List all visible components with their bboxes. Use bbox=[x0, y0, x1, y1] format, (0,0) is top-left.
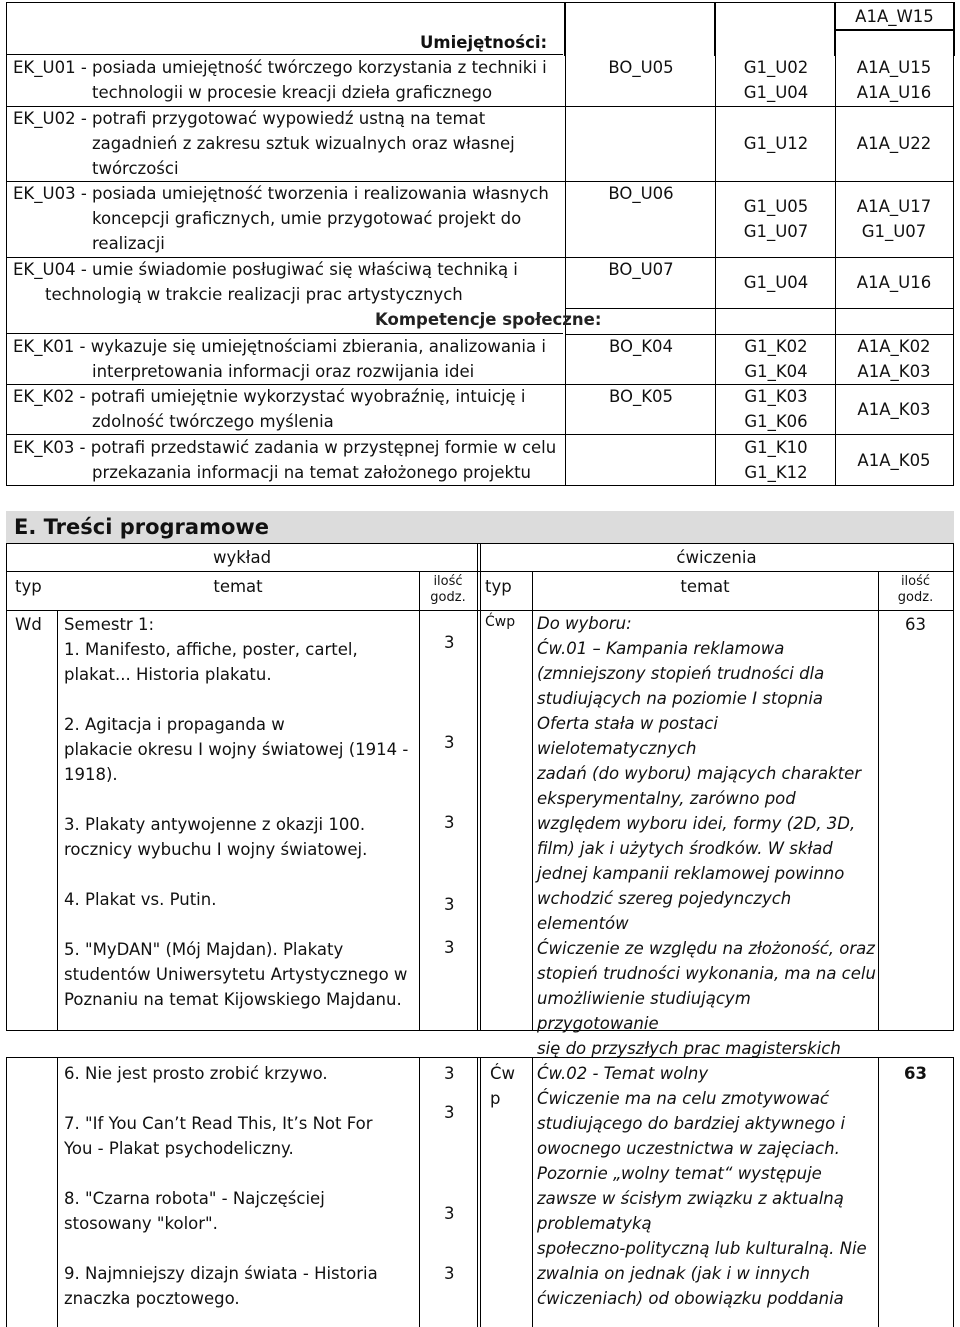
lecture-header: wykład bbox=[212, 548, 272, 567]
lecture-hours-6: 3 bbox=[444, 1064, 455, 1083]
bo-u07: BO_U07 bbox=[608, 260, 674, 279]
program-table-block-1 bbox=[6, 543, 954, 1058]
lecture-type-wd: Wd bbox=[15, 615, 42, 634]
lecture-topic-9: 9. Najmniejszy dizajn świata - Historia znaczka pocztowego. bbox=[64, 1264, 378, 1308]
g1-k01-codes: G1_K02 G1_K04 bbox=[744, 337, 808, 381]
lecture-topic-2: 2. Agitacja i propaganda w plakacie okresu I wojny światowej (1914 - 1918). bbox=[64, 715, 409, 784]
competence-row-ek-k03-text: EK_K03 - potrafi przedstawić zadania w przystępnej formie w celu przekazania informacji na temat założonego projektu bbox=[13, 438, 557, 482]
lecture-topic-4: 4. Plakat vs. Putin. bbox=[64, 890, 217, 909]
lecture-hours-5: 3 bbox=[444, 938, 455, 957]
a1a-u03-codes: A1A_U17 G1_U07 bbox=[856, 197, 932, 241]
exercise-type-cw-p: Ćw p bbox=[490, 1064, 516, 1108]
section-title: E. Treści programowe bbox=[14, 515, 270, 539]
a1a-k05: A1A_K05 bbox=[857, 451, 931, 470]
exercise-col-hours: ilość godz. bbox=[897, 574, 934, 605]
program-table-block-2 bbox=[6, 1057, 954, 1327]
exercise-description-1: Do wyboru: Ćw.01 – Kampania reklamowa (zmniejszony stopień trudności dla studiujących na poziomie I stopnia Oferta stała w postaci wielotematycznych zadań (do wyboru) mających charakter eksperymentalny, zarówno pod względem wyboru idei, formy (2D, 3D, film) jak i użytych środków. W skład jednej kampanii reklamowej powinno wchodzić szereg pojedynczych elementów Ćwiczenie ze względu na złożoność, oraz stopień trudności wykonania, ma na celu umożliwienie studiującym przygotowanie się do przyszłych prac magisterskich bbox=[537, 614, 876, 1058]
bo-k05: BO_K05 bbox=[608, 387, 674, 406]
exercise-type-cwp: Ćwp bbox=[485, 614, 516, 630]
a1a-u16: A1A_U16 bbox=[856, 273, 932, 292]
lecture-col-topic: temat bbox=[213, 577, 263, 596]
a1a-k01-codes: A1A_K02 A1A_K03 bbox=[857, 337, 931, 381]
g1-k03-codes: G1_K10 G1_K12 bbox=[744, 438, 808, 482]
g1-k02-codes: G1_K03 G1_K06 bbox=[744, 387, 808, 431]
g1-u03-codes: G1_U05 G1_U07 bbox=[743, 197, 809, 241]
lecture-hours-1: 3 bbox=[444, 633, 455, 652]
skill-row-ek-u04-text: EK_U04 - umie świadomie posługiwać się właściwą techniką i technologią w trakcie realizacji prac artystycznych bbox=[13, 260, 518, 304]
skill-row-ek-u02-text: EK_U02 - potrafi przygotować wypowiedź ustną na temat zagadnień z zakresu sztuk wizualnych oraz własnej twórczości bbox=[13, 109, 515, 178]
exercise-description-2: Ćw.02 - Temat wolny Ćwiczenie ma na celu zmotywować studiującego do bardziej aktywnego i owocnego uczestnictwa w zajęciach. Pozornie „wolny temat“ występuje zawsze w ścisłym związku z aktualną problematyką społeczno-polityczną lub kulturalną. Nie zwalnia on jednak (jak i w innych ćwiczeniach) od obowiązku poddania bbox=[537, 1064, 867, 1308]
competence-row-ek-k01-text: EK_K01 - wykazuje się umiejętnościami zbierania, analizowania i interpretowania informacji oraz rozwijania idei bbox=[13, 337, 546, 381]
lecture-col-type: typ bbox=[15, 577, 42, 596]
lecture-topic-6: 6. Nie jest prosto zrobić krzywo. bbox=[64, 1064, 328, 1083]
lecture-hours-7: 3 bbox=[444, 1103, 455, 1122]
skill-row-ek-u03-text: EK_U03 - posiada umiejętność tworzenia i realizowania własnych koncepcji graficznych, umie przygotować projekt do realizacji bbox=[13, 184, 549, 253]
bo-u06: BO_U06 bbox=[608, 184, 674, 203]
lecture-col-hours: ilość godz. bbox=[430, 574, 466, 605]
a1a-k03: A1A_K03 bbox=[857, 400, 931, 419]
skill-row-ek-u01-text: EK_U01 - posiada umiejętność twórczego korzystania z techniki i technologii w procesie kreacji dzieła graficznego bbox=[13, 58, 547, 102]
lecture-topics-2 bbox=[64, 1061, 419, 1311]
lecture-topic-7: 7. "If You Can’t Read This, It’s Not For You - Plakat psychodeliczny. bbox=[64, 1114, 373, 1158]
exercise-header: ćwiczenia bbox=[676, 548, 757, 567]
lecture-hours-4: 3 bbox=[444, 895, 455, 914]
lecture-topic-1: 1. Manifesto, affiche, poster, cartel, plakat... Historia plakatu. bbox=[64, 640, 358, 684]
bo-k04: BO_K04 bbox=[608, 337, 674, 356]
competence-row-ek-k02-text: EK_K02 - potrafi umiejętnie wykorzystać wyobraźnię, intuicję i zdolność twórczego myślenia bbox=[13, 387, 526, 431]
lecture-topic-8: 8. "Czarna robota" - Najczęściej stosowany "kolor". bbox=[64, 1189, 325, 1233]
code-a1a-w15: A1A_W15 bbox=[835, 3, 955, 31]
g1-u01-codes: G1_U02 G1_U04 bbox=[743, 58, 809, 102]
a1a-u01-codes: A1A_U15 A1A_U16 bbox=[856, 58, 932, 102]
lecture-hours-9: 3 bbox=[444, 1264, 455, 1283]
skills-header: Umiejętności: bbox=[420, 33, 548, 52]
g1-u12: G1_U12 bbox=[743, 134, 809, 153]
g1-u04: G1_U04 bbox=[743, 273, 809, 292]
exercise-col-type: typ bbox=[485, 577, 512, 596]
lecture-hours-8: 3 bbox=[444, 1204, 455, 1223]
competences-header: Kompetencje społeczne: bbox=[375, 310, 602, 329]
lecture-topics bbox=[64, 612, 419, 1012]
bo-u05: BO_U05 bbox=[608, 58, 674, 77]
lecture-topic-5: 5. "MyDAN" (Mój Majdan). Plakaty studentów Uniwersytetu Artystycznego w Poznaniu na temat Kijowskiego Majdanu. bbox=[64, 940, 408, 1009]
exercise-col-topic: temat bbox=[680, 577, 730, 596]
lecture-topic-3: 3. Plakaty antywojenne z okazji 100. rocznicy wybuchu I wojny światowej. bbox=[64, 815, 368, 859]
exercise-hours-1: 63 bbox=[905, 615, 926, 634]
lecture-hours-3: 3 bbox=[444, 813, 455, 832]
exercise-hours-2: 63 bbox=[904, 1064, 927, 1083]
lecture-hours-2: 3 bbox=[444, 733, 455, 752]
semester-label: Semestr 1: bbox=[64, 615, 155, 634]
a1a-u22: A1A_U22 bbox=[856, 134, 932, 153]
section-heading-bar bbox=[6, 511, 954, 543]
